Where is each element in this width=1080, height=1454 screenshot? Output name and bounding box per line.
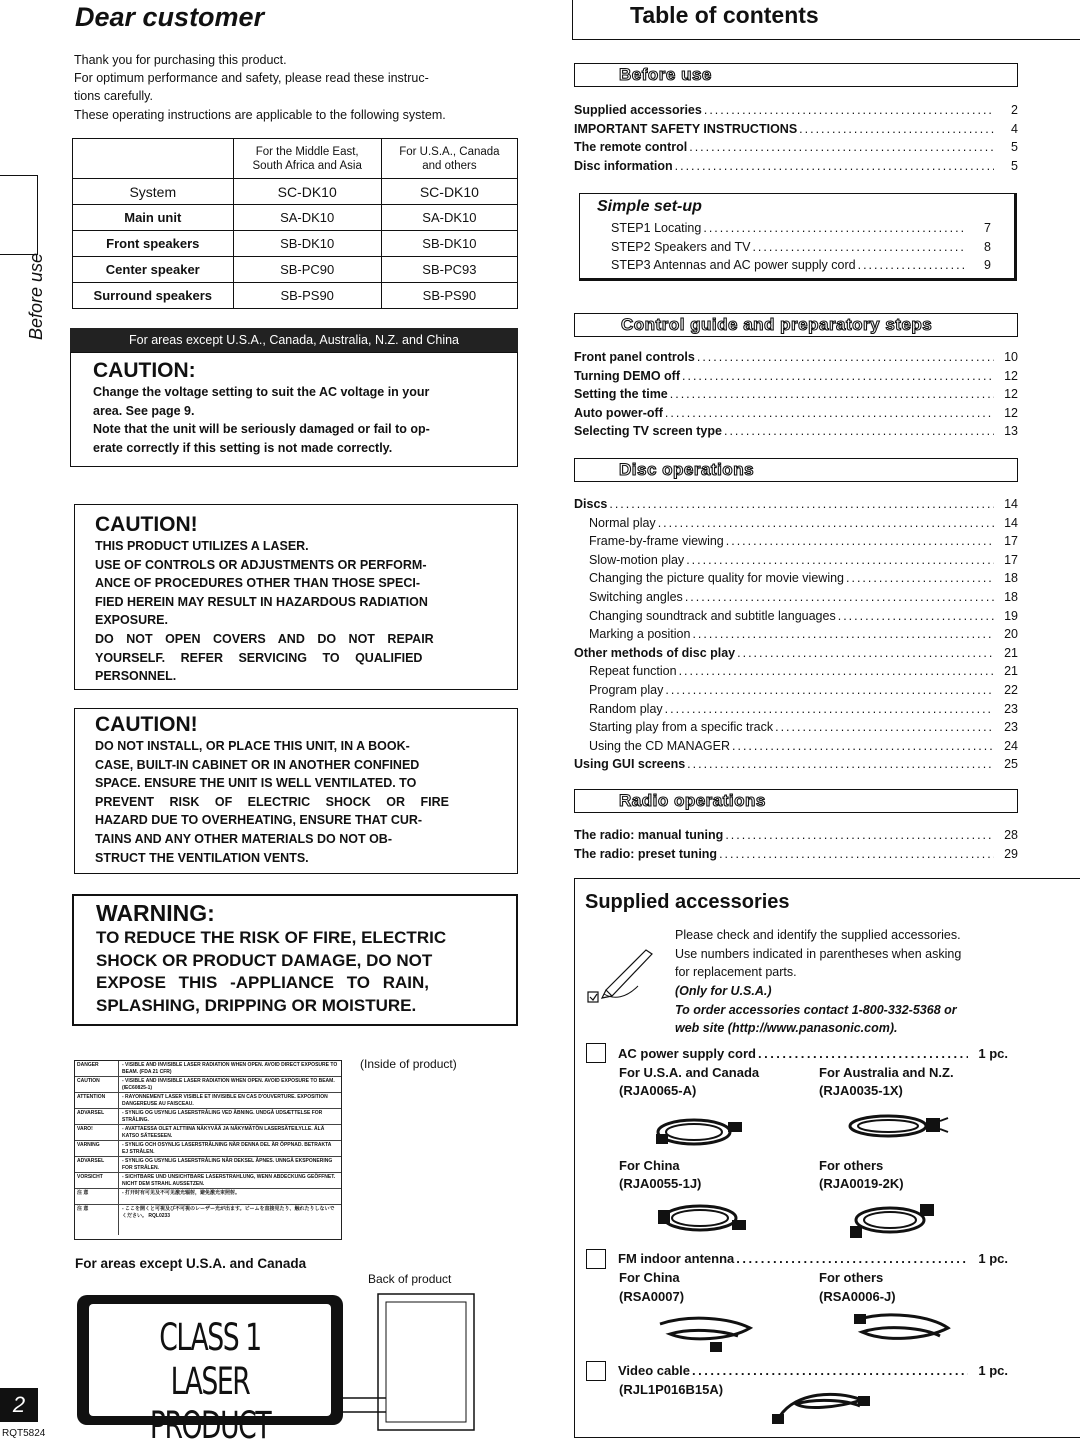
table-row — [73, 231, 518, 257]
caution-line: SPACE. ENSURE THE UNIT IS WELL VENTILATED. TO — [95, 776, 417, 791]
toc-entry[interactable] — [574, 551, 1018, 570]
toc-entry-page: 14 — [1004, 497, 1018, 511]
toc-entry[interactable] — [574, 845, 1018, 864]
video-cable-image — [766, 1386, 876, 1430]
intro-line: Please check and identify the supplied accessories. — [675, 928, 961, 942]
toc-entry-page: 21 — [1004, 664, 1018, 679]
table-row — [73, 205, 518, 231]
table-row — [73, 257, 518, 283]
toc-entry-page: 23 — [1004, 701, 1018, 716]
table-cell: SA-DK10 — [233, 205, 381, 231]
pen-check-icon — [586, 940, 676, 1010]
toc-entry[interactable] — [574, 718, 1018, 737]
toc-entry[interactable] — [574, 700, 1018, 719]
cabinet-inner — [386, 1302, 466, 1422]
fm-antenna-entry — [618, 1250, 1008, 1269]
variant-part: (RJA0035-1X) — [819, 1083, 903, 1098]
variant-region: For Australia and N.Z. — [819, 1065, 954, 1080]
toc-list-disc-operations — [574, 495, 1018, 774]
label-lang: VORSICHT — [75, 1173, 119, 1188]
variant-part: (RJA0019-2K) — [819, 1176, 904, 1191]
label-lang: DANGER — [75, 1061, 119, 1076]
caution-heading: CAUTION! — [95, 513, 198, 536]
toc-entry-page: 25 — [1004, 757, 1018, 772]
variant-part: (RJL1P016B15A) — [619, 1382, 724, 1397]
video-cable-checkbox[interactable] — [586, 1361, 606, 1381]
caution-line: ANCE OF PROCEDURES OTHER THAN THOSE SPECI- — [95, 576, 421, 591]
toc-entry-page: 17 — [1004, 552, 1018, 567]
table-cell: SB-PS90 — [233, 283, 381, 309]
class1-label — [89, 1304, 331, 1447]
toc-entry-title: Turning DEMO off — [574, 368, 680, 383]
table-row — [73, 283, 518, 309]
toc-entry[interactable] — [611, 256, 991, 275]
simple-setup-list — [611, 219, 991, 275]
label-row — [75, 1093, 341, 1109]
toc-entry[interactable] — [574, 607, 1018, 626]
label-row — [75, 1157, 341, 1173]
warning-line: TO REDUCE THE RISK OF FIRE, ELECTRIC — [96, 928, 447, 947]
ac-cord-australia-image — [840, 1106, 950, 1146]
cabinet-outline — [378, 1294, 474, 1430]
variant-region: For China — [619, 1158, 680, 1173]
ac-cord-china-image — [650, 1196, 750, 1240]
toc-entry-page: 8 — [984, 239, 991, 254]
toc-entry-page: 19 — [1004, 608, 1018, 623]
note-line: (Only for U.S.A.) — [675, 984, 772, 998]
label-text: - VISIBLE AND INVISIBLE LASER RADIATION WHEN OPEN. AVOID DIRECT EXPOSURE TO BEAM. (FDA 21 CFR) — [122, 1062, 338, 1075]
table-cell: Surround speakers — [73, 283, 234, 309]
back-caption: Back of product — [368, 1272, 452, 1286]
section-header-disc-operations — [574, 458, 1018, 482]
label-row — [75, 1173, 341, 1189]
toc-entry-page: 21 — [1004, 645, 1018, 660]
toc-entry[interactable] — [574, 157, 1018, 176]
label-row — [75, 1077, 341, 1093]
table-cell: SB-PC93 — [381, 257, 517, 283]
toc-entry-title: Changing the picture quality for movie viewing — [589, 571, 844, 586]
label-lang: ADVARSEL — [75, 1157, 119, 1172]
toc-entry[interactable] — [574, 385, 1018, 404]
table-header — [73, 139, 234, 179]
toc-entry-page: 12 — [1004, 387, 1018, 402]
table-cell: SB-PC90 — [233, 257, 381, 283]
toc-entry-page: 29 — [1004, 846, 1018, 861]
label-text: - 打开时有可见及不可见激光辐射，避免激光束照射。 — [122, 1190, 241, 1196]
toc-entry-title: Using the CD MANAGER — [589, 738, 731, 753]
toc-entry[interactable] — [574, 101, 1018, 120]
toc-entry[interactable] — [611, 219, 991, 238]
toc-entry-title: Front panel controls — [574, 350, 695, 364]
label-row — [75, 1061, 341, 1077]
caution-line: PERSONNEL. — [95, 669, 177, 684]
caution-voltage-box — [70, 352, 518, 467]
toc-entry[interactable] — [574, 662, 1018, 681]
toc-title: Table of contents — [630, 2, 819, 28]
side-section-label: Before use — [26, 252, 46, 340]
toc-entry-page: 9 — [984, 258, 991, 273]
toc-entry[interactable] — [574, 588, 1018, 607]
label-lang: 注 意 — [75, 1205, 119, 1235]
variant-part: (RSA0006-J) — [819, 1289, 896, 1304]
class1-text: CLASS 1 — [159, 1316, 261, 1359]
label-text: - VISIBLE AND INVISIBLE LASER RADIATION WHEN OPEN. AVOID EXPOSURE TO BEAM. (IEC60825-1) — [122, 1078, 335, 1091]
label-row — [75, 1141, 341, 1157]
toc-entry-title: Changing soundtrack and subtitle languages — [589, 608, 836, 623]
caution-line: EXPOSURE. — [95, 613, 168, 628]
supplied-intro — [675, 926, 1020, 982]
toc-entry-page: 28 — [1004, 828, 1018, 842]
fm-antenna-checkbox[interactable] — [586, 1249, 606, 1269]
accessory-qty: 1 pc. — [978, 1046, 1008, 1061]
variant-region: For U.S.A. and Canada — [619, 1065, 760, 1080]
caution-line: Change the voltage setting to suit the AC voltage in your — [93, 385, 430, 399]
caution-install-box — [74, 708, 518, 874]
toc-list-radio-operations — [574, 826, 1018, 863]
areas-except-heading: For areas except U.S.A. and Canada — [75, 1256, 307, 1271]
variant-region: For others — [819, 1158, 884, 1173]
inside-caption: (Inside of product) — [360, 1057, 457, 1071]
note-line: web site (http://www.panasonic.com). — [675, 1021, 898, 1036]
caution-line: area. See page 9. — [93, 403, 195, 418]
fm-antenna-others-image — [848, 1310, 958, 1354]
toc-entry-page: 2 — [1011, 103, 1018, 117]
toc-entry-page: 7 — [984, 221, 991, 235]
table-cell: Main unit — [73, 205, 234, 231]
section-header-radio-operations — [574, 789, 1018, 813]
intro-line: These operating instructions are applicable to the following system. — [74, 108, 446, 122]
intro-line: tions carefully. — [74, 89, 153, 103]
toc-entry[interactable] — [574, 826, 1018, 845]
accessory-name: Video cable — [618, 1363, 691, 1378]
toc-entry-page: 13 — [1004, 424, 1018, 439]
variant-part: (RSA0007) — [619, 1289, 685, 1304]
toc-entry-page: 17 — [1004, 534, 1018, 549]
label-lang: VARNING — [75, 1141, 119, 1156]
variant-part: (RJA0055-1J) — [619, 1176, 702, 1191]
caution-line: STRUCT THE VENTILATION VENTS. — [95, 850, 309, 865]
toc-entry-title: Selecting TV screen type — [574, 424, 722, 439]
warning-box — [72, 894, 518, 1026]
laser-warning-label — [74, 1060, 342, 1240]
label-row — [75, 1189, 341, 1205]
caution-line: Note that the unit will be seriously damaged or fail to op- — [93, 422, 430, 437]
ac-cord-others-image — [840, 1196, 940, 1244]
toc-entry[interactable] — [611, 238, 991, 257]
toc-entry[interactable] — [574, 755, 1018, 774]
toc-entry[interactable] — [574, 569, 1018, 588]
variant-region: For China — [619, 1270, 680, 1285]
warning-heading: WARNING: — [96, 900, 215, 926]
toc-list-before-use — [574, 101, 1018, 175]
intro-line: for replacement parts. — [675, 965, 797, 980]
toc-entry-title: Starting play from a specific track — [589, 720, 774, 735]
toc-entry-title: Frame-by-frame viewing — [589, 534, 724, 549]
label-text: - RAYONNEMENT LASER VISIBLE ET INVISIBLE EN CAS D'OUVERTURE. EXPOSITION DANGEREUSE AU FAISCEAU. — [122, 1094, 328, 1107]
order-note — [675, 982, 1020, 1038]
label-row — [75, 1125, 341, 1141]
label-text: - SYNLIG OG USYNLIG LASERSTRÅLING VED ÅBNING. UNDGÅ UDSÆTTELSE FOR STRÅLING. — [122, 1110, 323, 1123]
page-title: Dear customer — [75, 2, 265, 32]
section-title: Disc operations — [619, 460, 755, 479]
video-cable-entry — [618, 1362, 1008, 1381]
toc-entry-page: 5 — [1011, 158, 1018, 173]
table-cell: SB-DK10 — [233, 231, 381, 257]
label-text: - SYNLIG OCH OSYNLIG LASERSTRÅLNING NÄR DENNA DEL ÄR ÖPPNAD. BETRAKTA EJ STRÅLEN. — [122, 1142, 332, 1155]
toc-entry-title: Program play — [589, 682, 664, 697]
intro-line: Thank you for purchasing this product. — [74, 53, 287, 67]
label-text: - SICHTBARE UND UNSICHTBARE LASERSTRAHLUNG, WENN ABDECKUNG GEÖFFNET. NICHT DEM STRAHL AUSSETZEN. — [122, 1174, 336, 1187]
toc-entry[interactable] — [574, 644, 1018, 663]
toc-entry[interactable] — [574, 404, 1018, 423]
label-row — [75, 1109, 341, 1125]
toc-entry-title: Setting the time — [574, 387, 668, 402]
table-header: For U.S.A., Canada and others — [381, 139, 517, 179]
label-lang: VARO! — [75, 1125, 119, 1140]
table-cell: SB-PS90 — [381, 283, 517, 309]
toc-entry-title: Normal play — [589, 515, 656, 530]
toc-entry-page: 10 — [1004, 350, 1018, 364]
toc-entry-title: Slow-motion play — [589, 552, 685, 567]
section-header-control-guide — [574, 313, 1018, 337]
toc-entry-page: 23 — [1004, 720, 1018, 735]
caution-heading: CAUTION! — [95, 713, 198, 736]
accessory-name: AC power supply cord — [618, 1046, 756, 1061]
toc-entry-title: Auto power-off — [574, 405, 663, 420]
variant-region: For others — [819, 1270, 884, 1285]
caution-line: THIS PRODUCT UTILIZES A LASER. — [95, 539, 309, 553]
table-cell: System — [73, 179, 234, 205]
toc-entry-page: 18 — [1004, 589, 1018, 604]
document-code: RQT5824 — [2, 1428, 46, 1439]
toc-entry[interactable] — [574, 120, 1018, 139]
note-line: To order accessories contact 1-800-332-5368 or — [675, 1002, 957, 1017]
accessory-name: FM indoor antenna — [618, 1251, 735, 1266]
ac-cord-checkbox[interactable] — [586, 1043, 606, 1063]
toc-entry[interactable] — [574, 138, 1018, 157]
ac-cord-usa-image — [650, 1110, 750, 1154]
toc-entry[interactable] — [574, 625, 1018, 644]
toc-entry[interactable] — [574, 348, 1018, 367]
label-text: - ここを開くと可視及び不可視のレーザー光が出ます。ビームを直接見たり、触れたりしないでください。 RQL0233 — [122, 1206, 335, 1219]
toc-entry-title: The remote control — [574, 140, 688, 155]
table-cell: SC-DK10 — [381, 179, 517, 205]
label-text: - AVATTAESSA OLET ALTTIINA NÄKYVÄÄ JA NÄKYMÄTÖN LASERSÄTEILYLLE. ÄLÄ KATSO SÄTEESEEN. — [122, 1126, 325, 1139]
caution-line: erate correctly if this setting is not made correctly. — [93, 440, 393, 455]
page-number: 2 — [0, 1388, 38, 1422]
caution-line: FIED HEREIN MAY RESULT IN HAZARDOUS RADIATION — [95, 594, 428, 609]
table-row — [73, 179, 518, 205]
fm-antenna-china-image — [650, 1312, 760, 1356]
toc-entry-title: The radio: manual tuning — [574, 828, 724, 842]
section-header-before-use — [574, 63, 1018, 87]
section-tab — [0, 175, 38, 255]
caution-line: USE OF CONTROLS OR ADJUSTMENTS OR PERFORM- — [95, 557, 427, 572]
toc-entry-title: Switching angles — [589, 589, 683, 604]
caution-line: DO NOT INSTALL, OR PLACE THIS UNIT, IN A BOOK- — [95, 739, 410, 753]
toc-entry-title: Supplied accessories — [574, 103, 702, 117]
variant-part: (RJA0065-A) — [619, 1083, 697, 1098]
laser-product-text: LASER PRODUCT — [149, 1360, 271, 1447]
label-lang: 注 意 — [75, 1189, 119, 1204]
toc-entry-page: 14 — [1004, 515, 1018, 530]
toc-entry-page: 4 — [1011, 121, 1018, 136]
supplied-accessories-title: Supplied accessories — [585, 891, 790, 913]
toc-entry[interactable] — [574, 422, 1018, 441]
simple-setup-title: Simple set-up — [597, 198, 702, 215]
toc-entry[interactable] — [574, 367, 1018, 386]
toc-entry[interactable] — [574, 495, 1018, 514]
section-title: Control guide and preparatory steps — [621, 315, 933, 334]
label-lang: CAUTION — [75, 1077, 119, 1092]
toc-entry-title: The radio: preset tuning — [574, 846, 718, 861]
toc-entry[interactable] — [574, 532, 1018, 551]
toc-entry-title: Random play — [589, 701, 663, 716]
system-table — [72, 138, 518, 309]
section-title: Before use — [619, 65, 712, 84]
intro-line: For optimum performance and safety, please read these instruc- — [74, 71, 429, 85]
toc-entry-title: Discs — [574, 497, 608, 511]
warning-line: SHOCK OR PRODUCT DAMAGE, DO NOT — [96, 950, 433, 970]
toc-entry-page: 5 — [1011, 140, 1018, 155]
toc-entry-page: 22 — [1004, 682, 1018, 697]
toc-entry-page: 18 — [1004, 571, 1018, 586]
warning-line: SPLASHING, DRIPPING OR MOISTURE. — [96, 995, 417, 1015]
toc-entry-page: 24 — [1004, 738, 1018, 753]
warning-line: EXPOSE THIS -APPLIANCE TO RAIN, — [96, 973, 430, 992]
toc-entry[interactable] — [574, 514, 1018, 533]
toc-entry-title: Repeat function — [589, 664, 677, 679]
intro-line: Use numbers indicated in parentheses when asking — [675, 946, 962, 961]
section-title: Radio operations — [619, 791, 766, 810]
label-row — [75, 1205, 341, 1235]
caution-heading: CAUTION: — [93, 359, 196, 382]
product-back-illustration — [340, 1288, 500, 1438]
toc-list-control-guide — [574, 348, 1018, 441]
table-cell: Front speakers — [73, 231, 234, 257]
toc-entry-page: 12 — [1004, 368, 1018, 383]
toc-entry-title: STEP3 Antennas and AC power supply cord — [611, 258, 856, 273]
toc-entry-title: Marking a position — [589, 627, 691, 642]
table-cell: SC-DK10 — [233, 179, 381, 205]
toc-entry[interactable] — [574, 681, 1018, 700]
caution-line: HAZARD DUE TO OVERHEATING, ENSURE THAT CUR- — [95, 813, 423, 828]
table-cell: SB-DK10 — [381, 231, 517, 257]
caution-line: DO NOT OPEN COVERS AND DO NOT REPAIR — [95, 631, 434, 646]
areas-banner: For areas except U.S.A., Canada, Australia, N.Z. and China — [70, 328, 518, 352]
label-lang: ATTENTION — [75, 1093, 119, 1108]
label-text: - SYNLIG OG USYNLIG LASERSTRÅLING NÅR DEKSEL ÅPNES. UNNGÅ EKSPONERING FOR STRÅLEN. — [122, 1158, 333, 1171]
toc-entry-page: 20 — [1004, 627, 1018, 642]
toc-entry[interactable] — [574, 737, 1018, 756]
toc-entry-title: IMPORTANT SAFETY INSTRUCTIONS — [574, 121, 798, 136]
toc-entry-page: 12 — [1004, 405, 1018, 420]
caution-line: YOURSELF. REFER SERVICING TO QUALIFIED — [95, 650, 423, 665]
caution-line: PREVENT RISK OF ELECTRIC SHOCK OR FIRE — [95, 794, 449, 809]
toc-entry-title: Disc information — [574, 158, 673, 173]
accessory-qty: 1 pc. — [978, 1251, 1008, 1266]
caution-line: CASE, BUILT-IN CABINET OR IN ANOTHER CONFINED — [95, 757, 420, 772]
toc-entry-title: STEP1 Locating — [611, 221, 702, 235]
toc-entry-title: Using GUI screens — [574, 757, 686, 772]
table-cell: SA-DK10 — [381, 205, 517, 231]
toc-entry-title: Other methods of disc play — [574, 645, 736, 660]
table-header: For the Middle East, South Africa and Asia — [233, 139, 381, 179]
accessory-qty: 1 pc. — [978, 1363, 1008, 1378]
caution-laser-box — [74, 504, 518, 690]
caution-line: TAINS AND ANY OTHER MATERIALS DO NOT OB- — [95, 831, 392, 846]
ac-cord-entry — [618, 1045, 1008, 1064]
label-lang: ADVARSEL — [75, 1109, 119, 1124]
table-cell: Center speaker — [73, 257, 234, 283]
toc-entry-title: STEP2 Speakers and TV — [611, 239, 751, 254]
